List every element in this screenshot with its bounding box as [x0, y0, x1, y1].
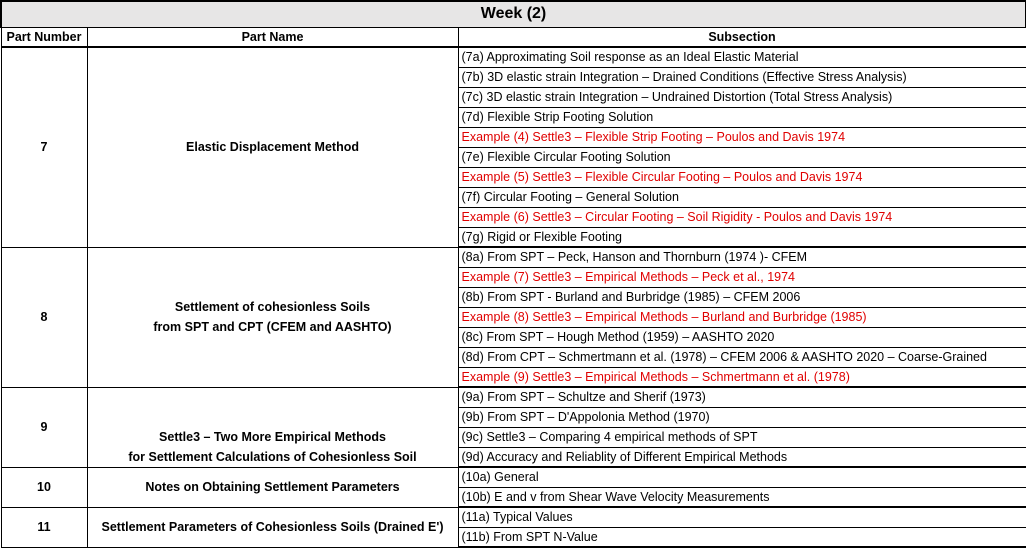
- subsection-cell: (9b) From SPT – D'Appolonia Method (1970): [458, 407, 1026, 427]
- subsection-cell: (10a) General: [458, 467, 1026, 487]
- part-name-cell: [87, 467, 458, 507]
- part-name-line: Settlement Parameters of Cohesionless Soils (Drained E'): [101, 520, 444, 534]
- subsection-cell: (11b) From SPT N-Value: [458, 527, 1026, 547]
- subsection-cell: (7g) Rigid or Flexible Footing: [458, 227, 1026, 247]
- part-number-cell: 9: [1, 387, 87, 467]
- example-subsection-cell: Example (9) Settle3 – Empirical Methods – Schmertmann et al. (1978): [458, 367, 1026, 387]
- title-row: [1, 1, 1026, 27]
- example-subsection-cell: Example (8) Settle3 – Empirical Methods – Burland and Burbridge (1985): [458, 307, 1026, 327]
- part-name-cell: [87, 507, 458, 547]
- subsection-cell: (10b) E and v from Shear Wave Velocity Measurements: [458, 487, 1026, 507]
- example-subsection-cell: Example (6) Settle3 – Circular Footing – Soil Rigidity - Poulos and Davis 1974: [458, 207, 1026, 227]
- subsection-cell: (8a) From SPT – Peck, Hanson and Thornburn (1974 )- CFEM: [458, 247, 1026, 267]
- part-number-cell: 7: [1, 47, 87, 247]
- header-subsection: Subsection: [458, 27, 1026, 47]
- subsection-cell: (8b) From SPT - Burland and Burbridge (1985) – CFEM 2006: [458, 287, 1026, 307]
- part-name-line: Elastic Displacement Method: [186, 140, 359, 155]
- subsection-cell: (7c) 3D elastic strain Integration – Undrained Distortion (Total Stress Analysis): [458, 87, 1026, 107]
- header-row: [1, 27, 1026, 47]
- part-name-line: from SPT and CPT (CFEM and AASHTO): [153, 320, 392, 334]
- header-part-number: Part Number: [1, 27, 87, 47]
- subsection-cell: (9a) From SPT – Schultze and Sherif (1973): [458, 387, 1026, 407]
- subsection-cell: (9d) Accuracy and Reliablity of Different Empirical Methods: [458, 447, 1026, 467]
- part-name-line: Settle3 – Two More Empirical Methods: [159, 429, 386, 444]
- week-title: Week (2): [1, 1, 1026, 27]
- part-name-cell: [87, 47, 458, 247]
- subsection-cell: (7e) Flexible Circular Footing Solution: [458, 147, 1026, 167]
- subsection-cell: (11a) Typical Values: [458, 507, 1026, 527]
- part-number-cell: 10: [1, 467, 87, 507]
- subsection-cell: (8d) From CPT – Schmertmann et al. (1978) – CFEM 2006 & AASHTO 2020 – Coarse-Grained: [458, 347, 1026, 367]
- table-row: [1, 467, 1026, 487]
- table-row: [1, 247, 1026, 267]
- table-row: [1, 507, 1026, 527]
- example-subsection-cell: Example (4) Settle3 – Flexible Strip Footing – Poulos and Davis 1974: [458, 127, 1026, 147]
- example-subsection-cell: Example (5) Settle3 – Flexible Circular Footing – Poulos and Davis 1974: [458, 167, 1026, 187]
- table-row: [1, 387, 1026, 407]
- subsection-cell: (7b) 3D elastic strain Integration – Drained Conditions (Effective Stress Analysis): [458, 67, 1026, 87]
- subsection-cell: (7d) Flexible Strip Footing Solution: [458, 107, 1026, 127]
- subsection-cell: (7f) Circular Footing – General Solution: [458, 187, 1026, 207]
- part-name-line: Notes on Obtaining Settlement Parameters: [145, 480, 400, 494]
- part-name-cell: [87, 387, 458, 467]
- subsection-cell: (7a) Approximating Soil response as an Ideal Elastic Material: [458, 47, 1026, 67]
- part-name-cell: [87, 247, 458, 387]
- header-part-name: Part Name: [87, 27, 458, 47]
- part-name-line: for Settlement Calculations of Cohesionless Soil: [128, 449, 417, 464]
- subsection-cell: (8c) From SPT – Hough Method (1959) – AASHTO 2020: [458, 327, 1026, 347]
- table-body: [1, 47, 1026, 547]
- subsection-cell: (9c) Settle3 – Comparing 4 empirical methods of SPT: [458, 427, 1026, 447]
- part-name-line: Settlement of cohesionless Soils: [174, 300, 371, 314]
- table-row: [1, 47, 1026, 67]
- part-number-cell: 8: [1, 247, 87, 387]
- example-subsection-cell: Example (7) Settle3 – Empirical Methods – Peck et al., 1974: [458, 267, 1026, 287]
- part-number-cell: 11: [1, 507, 87, 547]
